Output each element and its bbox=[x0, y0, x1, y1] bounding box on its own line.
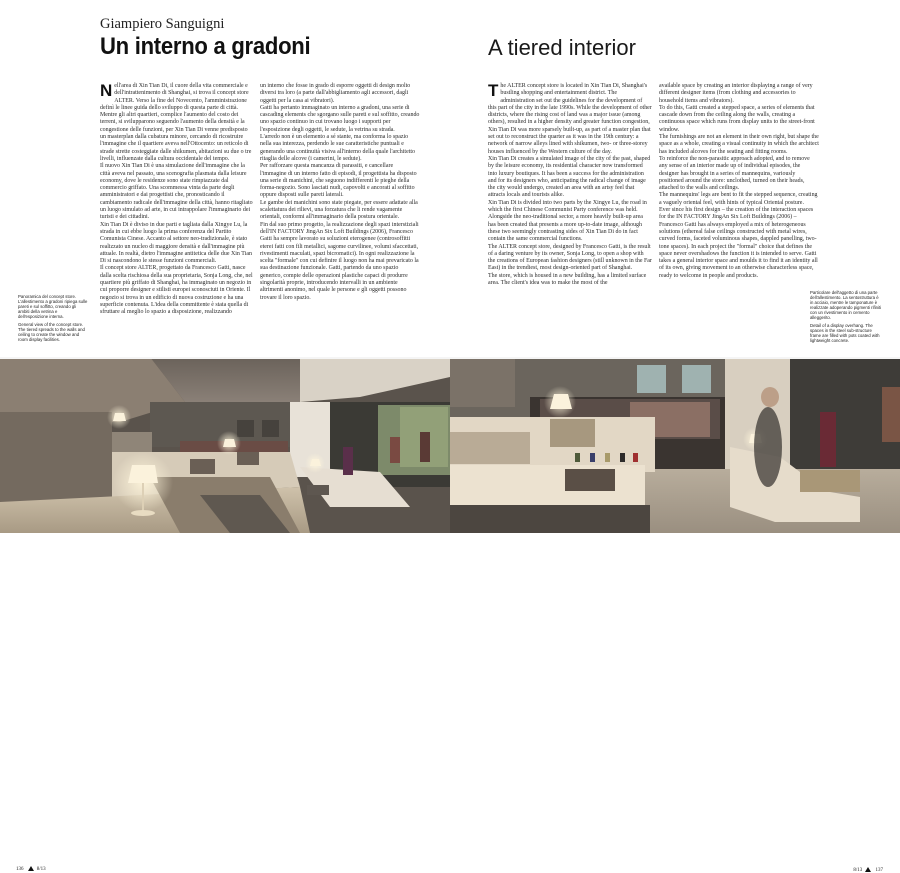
drop-cap: N bbox=[100, 81, 113, 100]
photo-caption-right bbox=[810, 290, 882, 346]
paragraph: Fin dal suo primo progetto, la realizzazione degli spazi interstiziali dell'IN FACTORY JingAn Six Loft Buildings (2006), Francesco Gatti ha sempre lavorato su soluzioni eterogenee (controsoffitti eterei fatti con fili metallici, sagome curvilinee, volumi sfaccettati, rivestimenti maculati, spazi bicromatici). In ogni realizzazione la scelta "formale" con cui definire il luogo non ha mai prevaricato la sua destinazione funzionale. Gatti, partendo da uno spazio generico, compie delle operazioni plastiche capaci di produrre singolarità proprie, introducendo intervalli in un ambiente altrimenti anonimo, nel quale le persone e gli oggetti possono trovare il loro spazio. bbox=[260, 221, 419, 301]
caption-english: General view of the concept store. The tiered spreads to the walls and ceiling to create the window and room display facilities. bbox=[18, 322, 85, 342]
paragraph: Xin Tian Di è diviso in due parti e tagliata dalla Xingye Lu, la strada in cui ebbe luogo la prima conferenza del Partito Comunista Cinese. Accanto al settore neo-tradizionale, è stato realizzato un nucleo di maggiore densità e dall'immagine più attuale. In realtà, dietro l'immagine antitetica delle due Xin Tian Di si nascondono le stesse funzioni commerciali. bbox=[100, 221, 252, 265]
paragraph: Per rafforzare questa mancanza di parassiti, e cancellare l'immagine di un interno fatto di episodi, il progettista ha disposto una serie di manichini, che seguono indifferenti le pieghe della forma-negozio. Sono lasciati nudi, capovolti e ancorati al soffitto oppure disposti sulle pareti laterali. bbox=[260, 163, 417, 199]
caption-english: Detail of a display overhang. The spaces in the steel sub-structure frame are filled with pots coated with lightweight concrete. bbox=[810, 323, 880, 343]
article-column-en-2 bbox=[659, 83, 819, 280]
paragraph: available space by creating an interior displaying a range of very different designer items (from clothing and accessories to household items and vibrators). bbox=[659, 83, 813, 104]
paragraph: The mannequins' legs are bent to fit the stepped sequence, creating a vaguely oriental feel, with hints of typical Oriental posture. bbox=[659, 192, 818, 206]
page-number: 136 bbox=[16, 867, 24, 872]
page-folio-right bbox=[853, 867, 883, 873]
photo-caption-left bbox=[18, 294, 88, 345]
paragraph: Il nuovo Xin Tian Di è una simulazione dell'immagine che la città aveva nel passato, una scenografia plasmata dalla leisure economy, dove le residenze sono state rimpiazzate dal commercio griffato. Una scommessa vinta da parte degli amministratori e dai progettisti che, pronosticando il cambiamento radicale dell'immagine della città, hanno ritagliato un luogo simulato ad arte, in cui intrappolare l'immaginario dei turisti e dei cittadini. bbox=[100, 163, 253, 221]
article-column-en-1 bbox=[488, 83, 652, 287]
paragraph: The ALTER concept store, designed by Francesco Gatti, is the result of a daring venture by its owner, Sonja Long, to open a shop with the creations of European fashion designers (still unknown in the Far East) in the trendiest, most design-oriented part of Shanghai. bbox=[488, 243, 652, 272]
title-english: A tiered interior bbox=[488, 35, 636, 60]
paragraph: Ever since his first design – the creation of the interaction spaces for the IN FACTORY JingAn Six Loft Buildings (2006) – Francesco Gatti has always employed a mix of heterogeneous solutions (ethereal false ceilings constructed with metal wires, curved forms, faceted voluminous shapes, dappled panelling, two-tone spaces). In each project the "formal" choice that defines the space never overshadows the function it is intended to serve. Gatti takes a general interior space and moulds it to find it an identity all of its own, giving movement to an otherwise characterless space, ready to welcome in people and products. bbox=[659, 207, 818, 279]
paragraph-text: he ALTER concept store is located in Xin Tian Di, Shanghai's bustling shopping and entertainment district. The administration set out the guidelines for the development of this part of the city in the late 1990s. While the development of other districts, where the rising cost of land was a major issue (among others), resulted in a higher density and greater function congestion, Xin Tian Di was more sparsely built-up, as part of a master plan that set out to reconstruct the quarter as it was in the 19th century: a network of narrow alleys lined with shikumen, two- or three-storey houses influenced by the Western culture of the day. bbox=[488, 83, 652, 155]
paragraph: Il concept store ALTER, progettato da Francesco Gatti, nasce dalla scelta rischiosa della sua proprietaria, Sonja Long, che, nel quartiere più griffato di Shanghai, ha immaginato un negozio in cui proporre designer e stilisti europei sconosciuti in Oriente. Il negozio si trova in un edificio di nuova costruzione e ha una superficie contenuta. L'idea della committente è stata quella di sfruttare al meglio lo spazio a disposizione, realizzando bbox=[100, 265, 253, 316]
caption-italian: Panoramica del concept store. L'allestimento a gradoni ripiega sulle pareti e sul soffitto, creando gli ambiti della vetrina e dell'esposizione interna. bbox=[18, 294, 88, 319]
triangle-logo-icon bbox=[865, 867, 871, 872]
caption-italian: Particolare dell'aggetto di una parte dell'allestimento. La sentostruttura è in acciaio, mentre le tamponature è realizzate adoperando pigmenti rifiniti con un rivestimento in cemento alleggerito. bbox=[810, 290, 882, 320]
triangle-logo-icon bbox=[28, 866, 34, 871]
photo-store-panorama bbox=[0, 357, 450, 872]
paragraph: Gatti ha pertanto immaginato un interno a gradoni, una serie di cascading elements che sgorgano sulle pareti e sul soffitto, creando uno spazio continuo in cui trovano luogo i supporti per l'esposizione degli oggetti, le sedute, la vetrina su strada. bbox=[260, 104, 420, 133]
drop-cap: T bbox=[488, 81, 499, 100]
paragraph: The store, which is housed in a new building, has a limited surface area. The client's idea was to make the most of the bbox=[488, 272, 647, 287]
paragraph: un interno che fosse in grado di esporre oggetti di design molto diversi tra loro (a parte dall'abbigliamento agli accessori, dagli oggetti per la casa ai vibratori). bbox=[260, 83, 411, 104]
issue-number: 8/13 bbox=[36, 867, 46, 872]
paragraph: Le gambe dei manichini sono state piegate, per essere adattate alla scalettatura dei rilievi, una forzatura che li rende vagamente orientali, conformi all'immaginario della postura orientale. bbox=[260, 199, 418, 221]
title-italian: Un interno a gradoni bbox=[100, 33, 311, 60]
paragraph: Xin Tian Di creates a simulated image of the city of the past, shaped by the leisure economy, its residential character now transformed into luxury boutiques. It has been a success for the administration and for its designers who, anticipating the radical change of image the city would undergo, created an area with an artsy feel that attracts locals and tourists alike. bbox=[488, 155, 651, 199]
paragraph: To reinforce the non-parasitic approach adopted, and to remove any sense of an interior made up of individual episodes, the designer has brought in a series of mannequins, variously positioned around the store: unclothed, turned on their heads, attached to the walls and ceilings. bbox=[659, 155, 810, 192]
paragraph: L'arredo non è un elemento a sé stante, ma conforma lo spazio nella sua interezza, perdendo le sue caratteristiche puntuali e generando una continuità visiva all'interno della quale l'architetto ritaglia delle alcove (i camerini, le sedute). bbox=[260, 134, 415, 162]
paragraph-text: ell'area di Xin Tian Di, il cuore della vita commerciale e dell'intrattenimento di Shanghai, si trova il concept store ALTER. Verso la fine del Novecento, l'amministrazione definì le linee guida dello sviluppo di questa parte di città. Mentre gli altri quartieri, complice l'aumento del costo dei terreni, si svilupparono seguendo l'aumento della densità e la congestione delle funzioni, per Xin Tian Di venne predisposto un masterplan dalla cubatura minore, cercando di ricostruire l'immagine che il quartiere aveva nell'Ottocento: un reticolo di strade strette costeggiate dalle shikumen, abitazioni su due o tre livelli, influenzate dalla cultura occidentale del tempo. bbox=[100, 83, 252, 162]
paragraph bbox=[100, 83, 254, 163]
article-column-it-2 bbox=[260, 83, 420, 302]
paragraph: Xin Tian Di is divided into two parts by the Xingye Lu, the road in which the first Chinese Communist Party conference was held. Alongside the neo-traditional sector, a more heavily built-up area has been created that presents a more up-to-date image, although these two seemingly contrasting sides of Xin Tian Di do in fact contain the same commercial functions. bbox=[488, 199, 647, 243]
author-name: Giampiero Sanguigni bbox=[100, 16, 225, 32]
page-folio-left bbox=[16, 866, 46, 872]
article-column-it-1 bbox=[100, 83, 254, 317]
interior-illustration bbox=[450, 357, 900, 533]
interior-illustration bbox=[0, 357, 450, 533]
issue-number: 8/13 bbox=[853, 868, 863, 873]
paragraph: The furnishings are not an element in their own right, but shape the space as a whole, creating a visual continuity in which the architect has included alcoves for the seating and fitting rooms. bbox=[659, 134, 819, 155]
page-number: 137 bbox=[875, 868, 883, 873]
paragraph bbox=[488, 83, 652, 156]
photo-display-detail bbox=[450, 357, 900, 873]
paragraph: To do this, Gatti created a stepped space, a series of elements that cascade down from the ceiling along the walls, creating a continuous space which runs from display units to the street-front window. bbox=[659, 104, 815, 133]
